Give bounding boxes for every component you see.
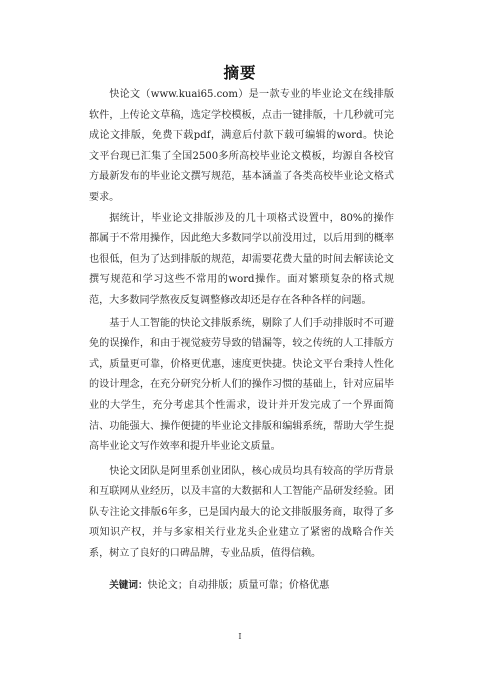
paragraph-ai-system: 基于人工智能的快论文排版系统，剔除了人们手动排版时不可避免的误操作，和由于视觉疲劳导致的错漏等，较之传统的人工排版方式，质量更可靠，价格更优惠，速度更快捷。快论文平台秉持人性化的设计理念，在充分研究分析人们的操作习惯的基础上，针对应届毕业的大学生，充分考虑其个性需求，设计并开发完成了一个界面简洁、功能强大、操作便捷的毕业论文排版和编辑系统，帮助大学生提高毕业论文写作效率和提升毕业论文质量。: [89, 317, 394, 453]
abstract-body: [89, 85, 394, 595]
abstract-title: 摘要: [223, 64, 257, 82]
paragraph-statistics: 据统计，毕业论文排版涉及的几十项格式设置中，80%的操作都属于不常用操作，因此绝大多数同学以前没用过，以后用到的概率也很低，但为了达到排版的规范，却需要花费大量的时间去解读论文撰写规范和学习这些不常用的word操作。面对繁琐复杂的格式规范，大多数同学熬夜反复调整修改却还是存在各种各样的问题。: [89, 212, 394, 306]
keywords-text: 快论文；自动排版；质量可靠；价格优惠: [147, 579, 330, 591]
paragraph-intro: 快论文（www.kuai65.com）是一款专业的毕业论文在线排版软件，上传论文草稿，选定学校模板，点击一键排版，十几秒就可完成论文排版，免费下载pdf，满意后付款下载可编辑的word。快论文平台现已汇集了全国2500多所高校毕业论文模板，均源自各校官方最新发布的毕业论文撰写规范，基本涵盖了各类高校毕业论文格式要求。: [89, 89, 394, 203]
page-number: I: [238, 632, 242, 641]
paragraph-team: 快论文团队是阿里系创业团队，核心成员均具有较高的学历背景和互联网从业经历，以及丰富的大数据和人工智能产品研发经验。团队专注论文排版6年多，已是国内最大的论文排版服务商，取得了多项知识产权，并与多家相关行业龙头企业建立了紧密的战略合作关系，树立了良好的口碑品牌，专业品质，值得信赖。: [89, 465, 394, 560]
keywords-line: [89, 577, 394, 595]
keywords-label: 关键词：: [109, 579, 148, 591]
